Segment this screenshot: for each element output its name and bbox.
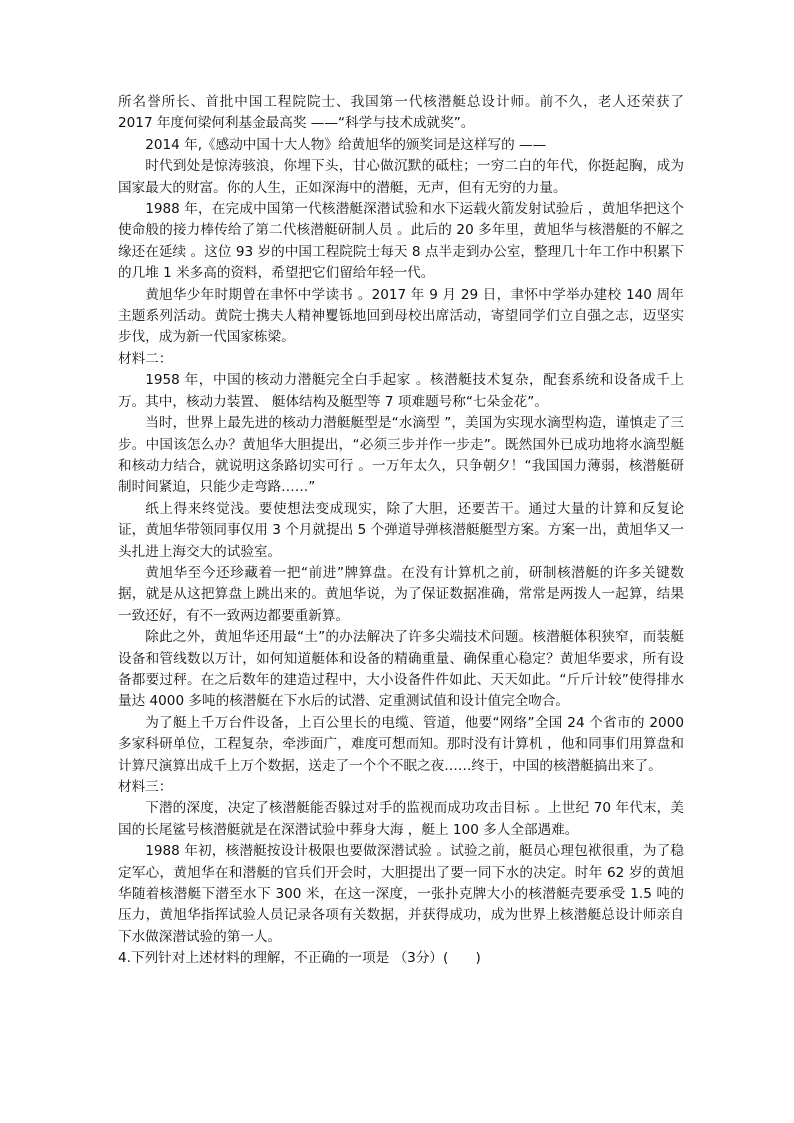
paragraph-school: 黄旭华少年时期曾在聿怀中学读书 。2017 年 9 月 29 日，聿怀中学举办建校 140 周年主题系列活动。黄院士携夫人精神矍铄地回到母校出席活动，寄望同学们立自强之志，迈坚实步伐，成为新一代国家栋梁。	[118, 286, 684, 346]
paragraph-intro: 所名誉所长、首批中国工程院院士、我国第一代核潜艇总设计师。前不久，老人还荣获了 2017 年度何梁何利基金最高奖 ——“科学与技术成就奖”。	[118, 94, 684, 132]
paragraph-1958: 1958 年，中国的核动力潜艇完全白手起家 。核潜艇技术复杂，配套系统和设备成千上万。其中，核动力装置、 艇体结构及艇型等 7 项难题号称“七朵金花”。	[118, 372, 684, 410]
paragraph-award-intro: 2014 年,《感动中国十大人物》给黄旭华的颁奖词是这样写的 ——	[145, 136, 547, 153]
section-label-material-2: 材料二：	[118, 350, 173, 367]
paragraph-hard-work: 纸上得来终觉浅。要使想法变成现实，除了大胆，还要苦干。通过大量的计算和反复论证，黄旭华带领同事仅用 3 个月就提出 5 个弹道导弹核潜艇艇型方案。方案一出，黄旭华又一头扎进上海交大的试验室。	[118, 500, 684, 560]
paragraph-deep-dive: 1988 年初，核潜艇按设计极限也要做深潜试验 。试验之前，艇员心理包袱很重，为了稳定军心，黄旭华在和潜艇的官兵们开会时，大胆提出了要一同下水的决定。时年 62 岁的黄旭华随着核潜艇下潜至水下 300 米，在这一深度，一张扑克牌大小的核潜艇壳要承受 1.5 吨的压力，黄旭华指挥试验人员记录各项有关数据，并获得成功，成为世界上核潜艇总设计师亲自下水做深潜试验的第一人。	[118, 843, 684, 945]
paragraph-abacus: 黄旭华至今还珍藏着一把“前进”牌算盘。在没有计算机之前，研制核潜艇的许多关键数据，就是从这把算盘上跳出来的。黄旭华说，为了保证数据准确，常常是两拨人一起算，结果一致还好，有不一致两边都要重新算。	[118, 564, 684, 624]
question-4: 4.下列针对上述材料的理解，不正确的一项是 （3分）( )	[118, 950, 481, 967]
paragraph-1988-handover: 1988 年，在完成中国第一代核潜艇深潜试验和水下运载火箭发射试验后 ，黄旭华把这个使命般的接力棒传给了第二代核潜艇研制人员 。此后的 20 多年里，黄旭华与核潜艇的不解之缘还在延续 。这位 93 岁的中国工程院院士每天 8 点半走到办公室，整理几十年工作中积累下的几堆 1 米多高的资料，希望把它们留给年轻一代。	[118, 201, 684, 282]
document-page	[118, 92, 684, 970]
paragraph-weighing: 除此之外，黄旭华还用最“土”的办法解决了许多尖端技术问题。核潜艇体积狭窄，而装艇设备和管线数以万计，如何知道艇体和设备的精确重量、确保重心稳定？黄旭华要求，所有设备都要过秤。在之后数年的建造过程中，大小设备件件如此、天天如此。“斤斤计较”使得排水量达 4000 多吨的核潜艇在下水后的试潜、定重测试值和设计值完全吻合。	[118, 629, 684, 710]
paragraph-network: 为了艇上千万台件设备，上百公里长的电缆、管道，他要“网络”全国 24 个省市的 2000 多家科研单位，工程复杂，牵涉面广，难度可想而知。那时没有计算机 ，他和同事们用算盘和计算尺演算出成千上万个数据，送走了一个个不眠之夜……终于，中国的核潜艇搞出来了。	[118, 714, 684, 774]
section-label-material-3: 材料三：	[118, 779, 173, 795]
paragraph-depth: 下潜的深度，决定了核潜艇能否躲过对手的监视而成功攻击目标 。上世纪 70 年代末，美国的长尾鲨号核潜艇就是在深潜试验中葬身大海 ，艇上 100 多人全部遇难。	[118, 800, 684, 838]
paragraph-award-citation: 时代到处是惊涛骇浪，你埋下头，甘心做沉默的砥柱；一穷二白的年代，你挺起胸，成为国家最大的财富。你的人生，正如深海中的潜艇，无声，但有无穷的力量。	[118, 158, 684, 196]
paragraph-teardrop: 当时，世界上最先进的核动力潜艇艇型是“水滴型 ”，美国为实现水滴型构造，谨慎走了三步。中国该怎么办？黄旭华大胆提出，“必须三步并作一步走”。既然国外已成功地将水滴型艇和核动力结合，就说明这条路切实可行 。一万年太久，只争朝夕！“我国国力薄弱，核潜艇研制时间紧迫，只能少走弯路……”	[118, 415, 684, 496]
